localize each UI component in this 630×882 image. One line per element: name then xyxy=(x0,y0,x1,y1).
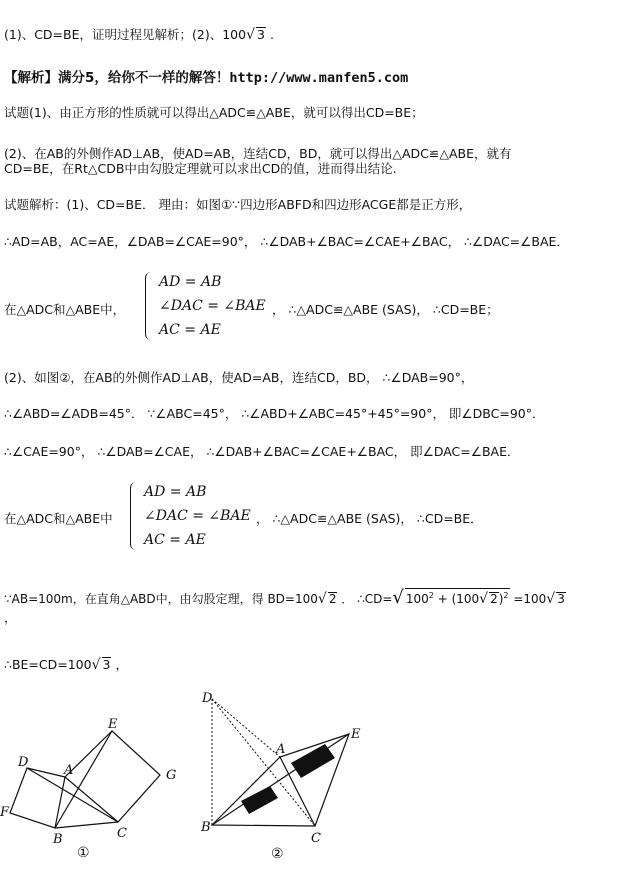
banner-url[interactable]: http://www.manfen5.com xyxy=(229,70,409,86)
system2-brace xyxy=(130,482,139,550)
analysis-p1: 试题(1)、由正方形的性质就可以得出△ADC≌△ABE，就可以得出CD=BE； xyxy=(4,105,424,120)
system2-pre: 在△ADC和△ABE中 xyxy=(4,511,113,526)
system1-pre: 在△ADC和△ABE中， xyxy=(4,302,126,317)
fig1-label-d: D xyxy=(18,755,29,770)
fig2-label-e: E xyxy=(351,727,361,742)
step6-text: ∴BE=CD=100 xyxy=(4,657,92,672)
figure-2 xyxy=(195,686,375,866)
solution-step-6: ∴BE=CD=100√ 3 ， xyxy=(4,657,128,673)
fig1-label-f: F xyxy=(0,805,10,820)
answer-line xyxy=(4,27,274,43)
step5-text: ∵AB=100m，在直角△ABD中，由勾股定理，得 BD=100 xyxy=(4,592,318,606)
fig2-label-c: C xyxy=(311,831,321,846)
step5-mid: ． ∴CD= xyxy=(337,592,393,606)
fig2-label-b: B xyxy=(201,820,211,835)
step6-post: ， xyxy=(111,657,128,672)
figure-1 xyxy=(0,700,200,882)
fig1-caption: ① xyxy=(77,845,90,861)
fig1-label-g: G xyxy=(166,768,177,783)
answer-sqrt: √ 3 xyxy=(246,27,265,43)
answer-text: (1)、CD=BE，证明过程见解析；(2)、100 xyxy=(4,27,247,42)
step5-eq: =100 xyxy=(509,592,547,606)
fig2-caption: ② xyxy=(271,846,284,862)
fig1-label-e: E xyxy=(108,717,118,732)
analysis-p2b: CD=BE，在Rt△CDB中由勾股定理就可以求出CD的值，进而得出结论. xyxy=(4,161,397,176)
banner xyxy=(4,70,408,86)
step5-root-bd: 2 xyxy=(328,592,337,606)
fig2-label-d: D xyxy=(202,691,213,706)
fig1-label-a: A xyxy=(64,763,74,778)
system1-post: ， ∴△ADC≌△ABE (SAS)， ∴CD=BE； xyxy=(272,302,499,317)
fig1-label-c: C xyxy=(117,826,127,841)
system1-eq2: ∠DAC = ∠BAE xyxy=(159,298,266,314)
system1-eq3: AC = AE xyxy=(159,322,221,338)
fig2-label-a: A xyxy=(276,742,286,757)
fig1-label-b: B xyxy=(53,832,63,847)
banner-tag: 【解析】满分5，给你不一样的解答！ xyxy=(4,70,230,86)
step5-comma: ， xyxy=(4,610,17,625)
solution-step-5: ∵AB=100m，在直角△ABD中，由勾股定理，得 BD=100√ 2 ． ∴CD=√ $100^2 + (100√$ 2)$^2$ =100√ 3 xyxy=(4,587,565,608)
system1-eq1: AD = AB xyxy=(159,274,222,290)
solution-intro: 试题解析：(1)、CD=BE． 理由：如图①∵四边形ABFD和四边形ACGE都是正方形， xyxy=(4,197,472,212)
system2-eq1: AD = AB xyxy=(144,484,207,500)
figure-1-lines xyxy=(10,731,160,828)
solution-step-4: ∴∠CAE=90°， ∴∠DAB=∠CAE， ∴∠DAB+∠BAC=∠CAE+∠BAC， 即∠DAC=∠BAE． xyxy=(4,444,520,459)
system2 xyxy=(130,480,260,552)
solution-step-2: (2)、如图②，在AB的外侧作AD⊥AB，使AD=AB，连结CD，BD， ∴∠DAB=90°， xyxy=(4,370,474,385)
system2-post: ， ∴△ADC≌△ABE (SAS)， ∴CD=BE． xyxy=(256,511,483,526)
solution-step-1: ∴AD=AB，AC=AE，∠DAB=∠CAE=90°， ∴∠DAB+∠BAC=∠CAE+∠BAC， ∴∠DAC=∠BAE． xyxy=(4,234,569,249)
solution-step-3: ∴∠ABD=∠ADB=45°． ∵∠ABC=45°， ∴∠ABD+∠ABC=45°+45°=90°， 即∠DBC=90°． xyxy=(4,406,545,421)
answer-end: . xyxy=(269,27,274,42)
system1 xyxy=(145,270,275,342)
system2-eq3: AC = AE xyxy=(144,532,206,548)
analysis-p2a: (2)、在AB的外侧作AD⊥AB，使AD=AB，连结CD，BD，就可以得出△ADC≌△ABE，就有 xyxy=(4,146,512,161)
system1-brace xyxy=(145,272,154,340)
step5-root-cd: 3 xyxy=(557,592,565,606)
step6-root: 3 xyxy=(102,657,111,672)
step5-radicand: $100^2 + (100√$ 2)$^2$ xyxy=(405,588,510,606)
system2-eq2: ∠DAC = ∠BAE xyxy=(144,508,251,524)
